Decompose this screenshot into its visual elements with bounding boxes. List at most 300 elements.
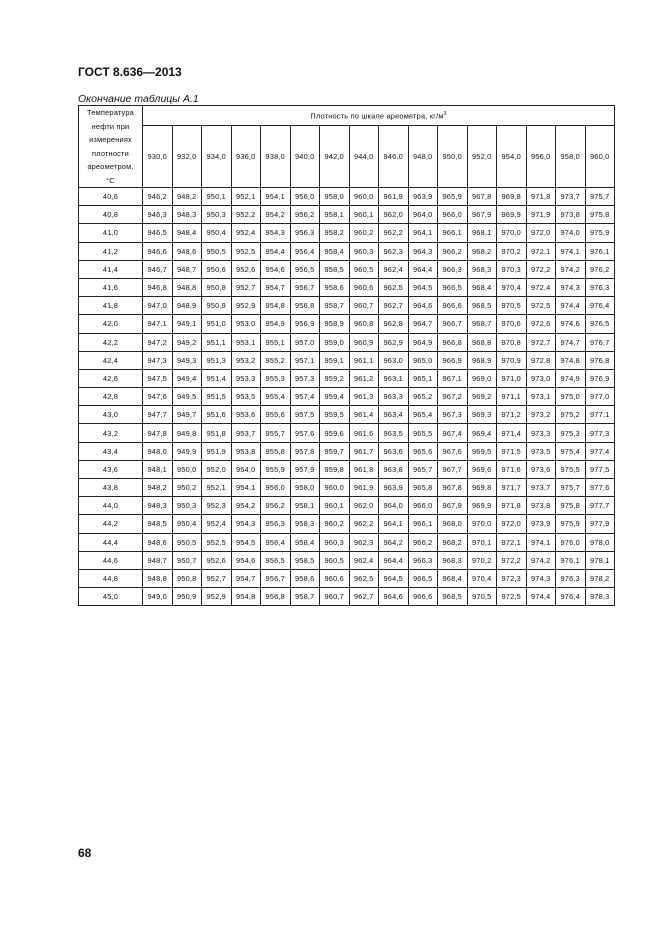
density-value-cell: 973,2 bbox=[526, 406, 556, 424]
density-value-cell: 960,0 bbox=[349, 188, 379, 206]
density-value-cell: 973,9 bbox=[526, 515, 556, 533]
density-value-cell: 968,3 bbox=[438, 551, 468, 569]
density-value-cell: 973,8 bbox=[526, 497, 556, 515]
temperature-cell: 44,8 bbox=[79, 569, 143, 587]
density-value-cell: 954,7 bbox=[231, 569, 261, 587]
density-value-cell: 971,8 bbox=[497, 497, 527, 515]
density-value-cell: 976,5 bbox=[585, 315, 615, 333]
density-value-cell: 970,5 bbox=[467, 588, 497, 606]
density-value-cell: 948,2 bbox=[143, 479, 173, 497]
density-value-cell: 949,4 bbox=[172, 369, 202, 387]
temperature-cell: 41,0 bbox=[79, 224, 143, 242]
temperature-cell: 42,0 bbox=[79, 315, 143, 333]
density-value-cell: 955,8 bbox=[261, 442, 291, 460]
table-row bbox=[79, 569, 615, 587]
density-value-cell: 960,5 bbox=[349, 260, 379, 278]
density-value-cell: 948,4 bbox=[172, 224, 202, 242]
density-value-cell: 951,5 bbox=[202, 388, 232, 406]
density-value-cell: 976,7 bbox=[585, 333, 615, 351]
density-value-cell: 964,5 bbox=[408, 278, 438, 296]
density-value-cell: 975,8 bbox=[556, 497, 586, 515]
density-value-cell: 950,8 bbox=[172, 569, 202, 587]
density-value-cell: 968,5 bbox=[467, 297, 497, 315]
density-value-cell: 946,5 bbox=[143, 224, 173, 242]
density-value-cell: 974,3 bbox=[556, 278, 586, 296]
density-value-cell: 946,3 bbox=[143, 206, 173, 224]
density-value-cell: 964,2 bbox=[379, 533, 409, 551]
density-value-cell: 974,0 bbox=[556, 224, 586, 242]
density-value-cell: 965,6 bbox=[408, 442, 438, 460]
density-value-cell: 974,1 bbox=[556, 242, 586, 260]
density-value-cell: 960,0 bbox=[320, 479, 350, 497]
temperature-cell: 40,6 bbox=[79, 188, 143, 206]
density-value-cell: 947,2 bbox=[143, 333, 173, 351]
density-value-cell: 965,8 bbox=[408, 479, 438, 497]
density-value-cell: 967,7 bbox=[438, 460, 468, 478]
density-value-cell: 964,0 bbox=[408, 206, 438, 224]
density-value-cell: 968,2 bbox=[438, 533, 468, 551]
density-value-cell: 951,9 bbox=[202, 442, 232, 460]
density-value-cell: 958,0 bbox=[290, 479, 320, 497]
density-value-cell: 960,6 bbox=[349, 278, 379, 296]
density-value-cell: 969,3 bbox=[467, 406, 497, 424]
density-value-cell: 976,9 bbox=[585, 369, 615, 387]
density-value-cell: 963,9 bbox=[408, 188, 438, 206]
density-value-cell: 972,2 bbox=[526, 260, 556, 278]
density-value-cell: 951,8 bbox=[202, 424, 232, 442]
density-value-cell: 976,1 bbox=[556, 551, 586, 569]
density-value-cell: 958,4 bbox=[290, 533, 320, 551]
density-value-cell: 965,5 bbox=[408, 424, 438, 442]
density-value-cell: 954,7 bbox=[261, 278, 291, 296]
temperature-cell: 42,8 bbox=[79, 388, 143, 406]
density-value-cell: 968,2 bbox=[467, 242, 497, 260]
table-row bbox=[79, 479, 615, 497]
density-value-cell: 976,1 bbox=[585, 242, 615, 260]
density-value-cell: 958,7 bbox=[290, 588, 320, 606]
table-caption: Окончание таблицы А.1 bbox=[78, 93, 199, 105]
density-value-cell: 950,3 bbox=[202, 206, 232, 224]
density-value-cell: 967,4 bbox=[438, 424, 468, 442]
density-value-cell: 967,3 bbox=[438, 406, 468, 424]
density-value-cell: 950,5 bbox=[172, 533, 202, 551]
density-value-cell: 974,1 bbox=[526, 533, 556, 551]
density-value-cell: 958,2 bbox=[320, 224, 350, 242]
density-value-cell: 954,6 bbox=[261, 260, 291, 278]
temperature-cell: 43,4 bbox=[79, 442, 143, 460]
density-value-cell: 975,0 bbox=[556, 388, 586, 406]
density-value-cell: 957,9 bbox=[290, 460, 320, 478]
density-value-cell: 972,1 bbox=[497, 533, 527, 551]
density-value-cell: 969,5 bbox=[467, 442, 497, 460]
density-value-cell: 946,7 bbox=[143, 260, 173, 278]
density-value-cell: 966,0 bbox=[438, 206, 468, 224]
density-value-cell: 963,1 bbox=[379, 369, 409, 387]
density-value-cell: 963,9 bbox=[379, 479, 409, 497]
density-value-cell: 958,5 bbox=[320, 260, 350, 278]
density-value-cell: 950,4 bbox=[202, 224, 232, 242]
density-value-cell: 952,9 bbox=[231, 297, 261, 315]
table-body bbox=[79, 188, 615, 606]
density-value-cell: 971,5 bbox=[497, 442, 527, 460]
table-row bbox=[79, 206, 615, 224]
temperature-cell: 42,2 bbox=[79, 333, 143, 351]
density-value-cell: 961,1 bbox=[349, 351, 379, 369]
temperature-cell: 44,6 bbox=[79, 551, 143, 569]
density-value-cell: 975,2 bbox=[556, 406, 586, 424]
density-value-cell: 970,0 bbox=[497, 224, 527, 242]
density-value-cell: 968,5 bbox=[438, 588, 468, 606]
density-value-cell: 962,0 bbox=[349, 497, 379, 515]
table-row bbox=[79, 188, 615, 206]
density-column-header: 932,0 bbox=[172, 126, 202, 188]
density-value-cell: 960,1 bbox=[320, 497, 350, 515]
density-group-header bbox=[143, 106, 615, 126]
density-value-cell: 952,0 bbox=[202, 460, 232, 478]
density-value-cell: 964,1 bbox=[379, 515, 409, 533]
density-value-cell: 967,9 bbox=[438, 497, 468, 515]
density-value-cell: 949,2 bbox=[172, 333, 202, 351]
density-value-cell: 963,4 bbox=[379, 406, 409, 424]
density-value-cell: 950,9 bbox=[172, 588, 202, 606]
density-value-cell: 960,7 bbox=[320, 588, 350, 606]
density-value-cell: 960,7 bbox=[349, 297, 379, 315]
density-column-header: 940,0 bbox=[290, 126, 320, 188]
density-value-cell: 962,3 bbox=[349, 533, 379, 551]
density-value-cell: 950,3 bbox=[172, 497, 202, 515]
density-value-cell: 953,6 bbox=[231, 406, 261, 424]
density-value-cell: 962,9 bbox=[379, 333, 409, 351]
density-value-cell: 956,4 bbox=[261, 533, 291, 551]
density-value-cell: 956,7 bbox=[290, 278, 320, 296]
density-value-cell: 975,9 bbox=[556, 515, 586, 533]
density-value-cell: 976,4 bbox=[585, 297, 615, 315]
density-column-header: 930,0 bbox=[143, 126, 173, 188]
density-value-cell: 970,2 bbox=[497, 242, 527, 260]
density-value-cell: 967,2 bbox=[438, 388, 468, 406]
density-value-cell: 957,4 bbox=[290, 388, 320, 406]
density-value-cell: 954,3 bbox=[231, 515, 261, 533]
density-value-cell: 953,0 bbox=[231, 315, 261, 333]
density-value-cell: 946,2 bbox=[143, 188, 173, 206]
density-value-cell: 975,3 bbox=[556, 424, 586, 442]
density-value-cell: 975,9 bbox=[585, 224, 615, 242]
density-value-cell: 957,1 bbox=[290, 351, 320, 369]
density-value-cell: 956,8 bbox=[261, 588, 291, 606]
density-column-header: 958,0 bbox=[556, 126, 586, 188]
density-value-cell: 956,8 bbox=[290, 297, 320, 315]
density-value-cell: 956,3 bbox=[261, 515, 291, 533]
density-value-cell: 949,1 bbox=[172, 315, 202, 333]
density-value-cell: 975,7 bbox=[585, 188, 615, 206]
density-value-cell: 969,4 bbox=[467, 424, 497, 442]
density-value-cell: 947,3 bbox=[143, 351, 173, 369]
density-value-cell: 956,2 bbox=[290, 206, 320, 224]
density-value-cell: 965,4 bbox=[408, 406, 438, 424]
density-value-cell: 977,0 bbox=[585, 388, 615, 406]
density-value-cell: 950,0 bbox=[172, 460, 202, 478]
density-value-cell: 967,8 bbox=[438, 479, 468, 497]
density-value-cell: 966,2 bbox=[438, 242, 468, 260]
density-column-headers bbox=[79, 126, 615, 188]
density-value-cell: 954,2 bbox=[231, 497, 261, 515]
density-value-cell: 946,8 bbox=[143, 278, 173, 296]
table-row bbox=[79, 460, 615, 478]
density-value-cell: 953,8 bbox=[231, 442, 261, 460]
density-value-cell: 949,9 bbox=[172, 442, 202, 460]
density-value-cell: 968,0 bbox=[438, 515, 468, 533]
density-value-cell: 977,4 bbox=[585, 442, 615, 460]
density-value-cell: 962,4 bbox=[379, 260, 409, 278]
density-value-cell: 962,5 bbox=[379, 278, 409, 296]
density-value-cell: 970,5 bbox=[497, 297, 527, 315]
density-value-cell: 947,1 bbox=[143, 315, 173, 333]
density-value-cell: 949,3 bbox=[172, 351, 202, 369]
density-value-cell: 965,2 bbox=[408, 388, 438, 406]
density-value-cell: 975,4 bbox=[556, 442, 586, 460]
density-value-cell: 952,4 bbox=[202, 515, 232, 533]
density-value-cell: 974,4 bbox=[556, 297, 586, 315]
density-value-cell: 974,6 bbox=[556, 315, 586, 333]
density-value-cell: 948,6 bbox=[143, 533, 173, 551]
density-value-cell: 962,8 bbox=[379, 315, 409, 333]
density-value-cell: 972,1 bbox=[526, 242, 556, 260]
density-value-cell: 971,7 bbox=[497, 479, 527, 497]
density-group-header-text: Плотность по шкале ареометра, кг/м bbox=[310, 111, 444, 121]
density-value-cell: 974,2 bbox=[556, 260, 586, 278]
density-value-cell: 965,7 bbox=[408, 460, 438, 478]
density-column-header: 944,0 bbox=[349, 126, 379, 188]
temperature-cell: 41,8 bbox=[79, 297, 143, 315]
temperature-cell: 43,0 bbox=[79, 406, 143, 424]
density-value-cell: 960,2 bbox=[320, 515, 350, 533]
density-value-cell: 958,6 bbox=[290, 569, 320, 587]
density-value-cell: 950,5 bbox=[202, 242, 232, 260]
density-value-cell: 952,1 bbox=[202, 479, 232, 497]
density-value-cell: 965,0 bbox=[408, 351, 438, 369]
density-value-cell: 978,0 bbox=[585, 533, 615, 551]
table-row bbox=[79, 424, 615, 442]
density-value-cell: 972,2 bbox=[497, 551, 527, 569]
temperature-cell: 42,6 bbox=[79, 369, 143, 387]
density-value-cell: 961,6 bbox=[349, 424, 379, 442]
density-value-cell: 973,7 bbox=[526, 479, 556, 497]
density-value-cell: 970,8 bbox=[497, 333, 527, 351]
density-value-cell: 956,2 bbox=[261, 497, 291, 515]
temperature-cell: 43,2 bbox=[79, 424, 143, 442]
density-value-cell: 970,6 bbox=[497, 315, 527, 333]
density-value-cell: 969,9 bbox=[497, 206, 527, 224]
density-value-cell: 956,3 bbox=[290, 224, 320, 242]
density-value-cell: 969,8 bbox=[497, 188, 527, 206]
temperature-header-line: Температура bbox=[87, 108, 134, 117]
density-value-cell: 971,8 bbox=[526, 188, 556, 206]
density-value-cell: 954,3 bbox=[261, 224, 291, 242]
density-value-cell: 978,3 bbox=[585, 588, 615, 606]
density-value-cell: 947,5 bbox=[143, 369, 173, 387]
density-value-cell: 954,0 bbox=[231, 460, 261, 478]
density-value-cell: 948,9 bbox=[172, 297, 202, 315]
density-value-cell: 951,3 bbox=[202, 351, 232, 369]
density-value-cell: 956,0 bbox=[290, 188, 320, 206]
document-code: ГОСТ 8.636—2013 bbox=[78, 65, 182, 79]
density-value-cell: 953,1 bbox=[231, 333, 261, 351]
density-value-cell: 950,1 bbox=[202, 188, 232, 206]
density-value-cell: 964,7 bbox=[408, 315, 438, 333]
density-value-cell: 949,7 bbox=[172, 406, 202, 424]
density-value-cell: 968,4 bbox=[467, 278, 497, 296]
density-value-cell: 949,8 bbox=[172, 424, 202, 442]
density-value-cell: 973,7 bbox=[556, 188, 586, 206]
density-value-cell: 976,3 bbox=[556, 569, 586, 587]
density-value-cell: 961,3 bbox=[349, 388, 379, 406]
density-value-cell: 958,6 bbox=[320, 278, 350, 296]
density-value-cell: 962,0 bbox=[379, 206, 409, 224]
table-row bbox=[79, 406, 615, 424]
density-value-cell: 948,1 bbox=[143, 460, 173, 478]
density-value-cell: 966,5 bbox=[408, 569, 438, 587]
density-value-cell: 960,8 bbox=[349, 315, 379, 333]
density-value-cell: 973,5 bbox=[526, 442, 556, 460]
density-value-cell: 953,7 bbox=[231, 424, 261, 442]
density-value-cell: 958,1 bbox=[290, 497, 320, 515]
density-value-cell: 969,0 bbox=[467, 369, 497, 387]
density-value-cell: 966,3 bbox=[408, 551, 438, 569]
density-value-cell: 958,5 bbox=[290, 551, 320, 569]
density-value-cell: 959,8 bbox=[320, 460, 350, 478]
density-value-cell: 954,1 bbox=[231, 479, 261, 497]
density-value-cell: 957,6 bbox=[290, 424, 320, 442]
density-value-cell: 956,7 bbox=[261, 569, 291, 587]
density-value-cell: 959,0 bbox=[320, 333, 350, 351]
density-value-cell: 951,0 bbox=[202, 315, 232, 333]
density-column-header: 960,0 bbox=[585, 126, 615, 188]
density-value-cell: 960,9 bbox=[349, 333, 379, 351]
density-value-cell: 959,2 bbox=[320, 369, 350, 387]
density-value-cell: 976,8 bbox=[585, 351, 615, 369]
density-value-cell: 970,4 bbox=[497, 278, 527, 296]
density-value-cell: 974,2 bbox=[526, 551, 556, 569]
density-value-cell: 948,3 bbox=[143, 497, 173, 515]
density-value-cell: 966,7 bbox=[438, 315, 468, 333]
density-value-cell: 955,1 bbox=[261, 333, 291, 351]
density-table bbox=[78, 105, 615, 606]
density-value-cell: 975,7 bbox=[556, 479, 586, 497]
temperature-cell: 45,0 bbox=[79, 588, 143, 606]
density-value-cell: 960,1 bbox=[349, 206, 379, 224]
density-value-cell: 970,3 bbox=[497, 260, 527, 278]
density-value-cell: 952,5 bbox=[231, 242, 261, 260]
density-value-cell: 978,1 bbox=[585, 551, 615, 569]
density-value-cell: 970,1 bbox=[467, 533, 497, 551]
density-column-header: 950,0 bbox=[438, 126, 468, 188]
density-value-cell: 971,0 bbox=[497, 369, 527, 387]
density-value-cell: 966,5 bbox=[438, 278, 468, 296]
temperature-header bbox=[79, 106, 143, 188]
density-value-cell: 957,5 bbox=[290, 406, 320, 424]
density-value-cell: 950,9 bbox=[202, 297, 232, 315]
density-value-cell: 952,4 bbox=[231, 224, 261, 242]
density-value-cell: 973,6 bbox=[526, 460, 556, 478]
density-value-cell: 969,2 bbox=[467, 388, 497, 406]
density-value-cell: 978,2 bbox=[585, 569, 615, 587]
density-value-cell: 955,3 bbox=[261, 369, 291, 387]
density-value-cell: 953,3 bbox=[231, 369, 261, 387]
density-value-cell: 966,8 bbox=[438, 333, 468, 351]
density-value-cell: 968,3 bbox=[467, 260, 497, 278]
density-value-cell: 966,9 bbox=[438, 351, 468, 369]
density-value-cell: 950,7 bbox=[172, 551, 202, 569]
density-value-cell: 964,4 bbox=[379, 551, 409, 569]
density-value-cell: 966,1 bbox=[438, 224, 468, 242]
density-value-cell: 966,1 bbox=[408, 515, 438, 533]
density-value-cell: 966,6 bbox=[438, 297, 468, 315]
density-value-cell: 955,7 bbox=[261, 424, 291, 442]
density-value-cell: 977,1 bbox=[585, 406, 615, 424]
temperature-cell: 44,4 bbox=[79, 533, 143, 551]
density-value-cell: 952,3 bbox=[202, 497, 232, 515]
density-value-cell: 972,8 bbox=[526, 351, 556, 369]
density-value-cell: 960,3 bbox=[349, 242, 379, 260]
density-column-header: 938,0 bbox=[261, 126, 291, 188]
density-value-cell: 972,5 bbox=[497, 588, 527, 606]
table-row bbox=[79, 388, 615, 406]
density-value-cell: 963,0 bbox=[379, 351, 409, 369]
density-value-cell: 958,0 bbox=[320, 188, 350, 206]
density-value-cell: 954,9 bbox=[261, 315, 291, 333]
density-value-cell: 974,3 bbox=[526, 569, 556, 587]
density-value-cell: 960,5 bbox=[320, 551, 350, 569]
density-value-cell: 974,4 bbox=[526, 588, 556, 606]
table-row bbox=[79, 351, 615, 369]
density-value-cell: 972,0 bbox=[526, 224, 556, 242]
density-value-cell: 954,6 bbox=[231, 551, 261, 569]
density-value-cell: 959,5 bbox=[320, 406, 350, 424]
density-value-cell: 952,2 bbox=[231, 206, 261, 224]
density-value-cell: 958,1 bbox=[320, 206, 350, 224]
table-row bbox=[79, 315, 615, 333]
density-value-cell: 962,7 bbox=[379, 297, 409, 315]
density-column-header: 934,0 bbox=[202, 126, 232, 188]
temperature-header-line: нефти при bbox=[91, 121, 130, 131]
density-value-cell: 947,0 bbox=[143, 297, 173, 315]
density-column-header: 954,0 bbox=[497, 126, 527, 188]
density-value-cell: 966,6 bbox=[408, 588, 438, 606]
density-value-cell: 963,6 bbox=[379, 442, 409, 460]
density-value-cell: 964,1 bbox=[408, 224, 438, 242]
density-value-cell: 951,1 bbox=[202, 333, 232, 351]
density-value-cell: 976,3 bbox=[585, 278, 615, 296]
temperature-header-line: измерениях bbox=[89, 135, 132, 144]
density-value-cell: 952,5 bbox=[202, 533, 232, 551]
density-value-cell: 957,3 bbox=[290, 369, 320, 387]
density-value-cell: 970,2 bbox=[467, 551, 497, 569]
density-value-cell: 956,5 bbox=[290, 260, 320, 278]
density-value-cell: 961,4 bbox=[349, 406, 379, 424]
density-value-cell: 967,8 bbox=[467, 188, 497, 206]
density-value-cell: 962,3 bbox=[379, 242, 409, 260]
temperature-cell: 43,6 bbox=[79, 460, 143, 478]
density-value-cell: 947,6 bbox=[143, 388, 173, 406]
density-value-cell: 972,0 bbox=[497, 515, 527, 533]
table-row bbox=[79, 588, 615, 606]
density-value-cell: 966,2 bbox=[408, 533, 438, 551]
density-value-cell: 961,9 bbox=[349, 479, 379, 497]
density-value-cell: 954,8 bbox=[261, 297, 291, 315]
density-value-cell: 950,6 bbox=[202, 260, 232, 278]
density-value-cell: 964,0 bbox=[379, 497, 409, 515]
density-value-cell: 968,9 bbox=[467, 351, 497, 369]
